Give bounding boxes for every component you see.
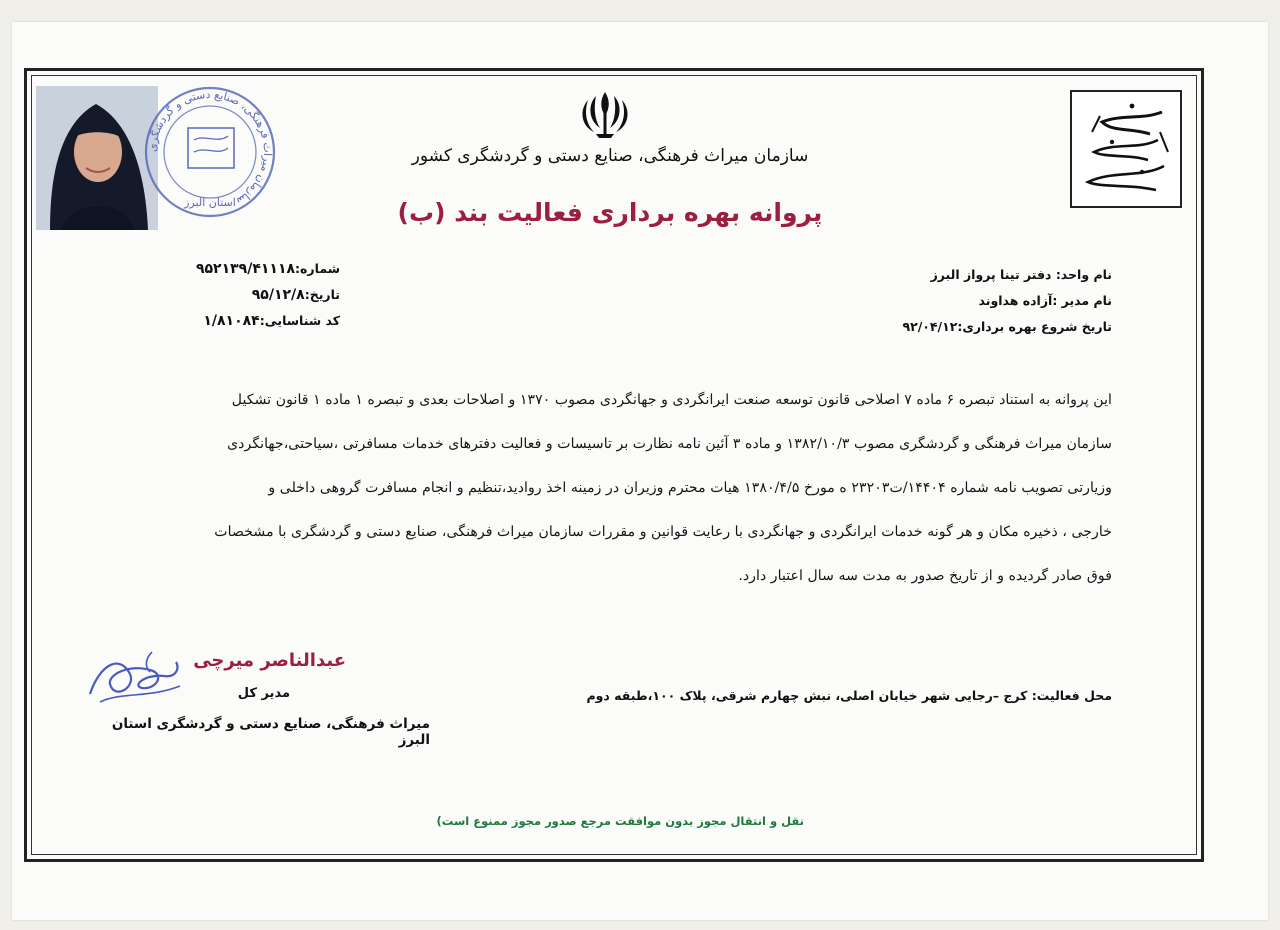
doc-id-label: کد شناسایی: xyxy=(259,313,340,328)
doc-date xyxy=(140,282,340,308)
stamp-ring-text: سازمان میراث فرهنگی، صنایع دستی و گردشگری xyxy=(145,87,275,209)
manager-name: نام مدیر :آزاده هداوند xyxy=(978,293,1112,308)
calligraphy-logo-icon xyxy=(1072,92,1180,206)
organization-logo xyxy=(1070,90,1182,208)
official-stamp xyxy=(140,82,280,222)
signer-name: عبدالناصر میرچی xyxy=(193,650,346,671)
start-date: تاریخ شروع بهره برداری:۹۲/۰۴/۱۲ xyxy=(902,319,1112,334)
signer-title: مدیر کل xyxy=(237,686,290,701)
body-line: سازمان میراث فرهنگی و گردشگری مصوب ۱۳۸۲/۱۰/۳ و ماده ۳ آئین نامه نظارت بر تاسیسات و فعالیت دفترهای خدمات مسافرتی ،سیاحتی،جهانگردی xyxy=(227,436,1112,452)
signer-organization: میراث فرهنگی، صنایع دستی و گردشگری استان البرز xyxy=(111,716,430,748)
body-line: وزیارتی تصویب نامه شماره ۱۴۴۰۴/ت۲۳۲۰۳ ه مورخ ۱۳۸۰/۴/۵ هیات محترم وزیران در زمینه اخذ روادید،تنظیم و انجام مسافرت گروهی داخلی و xyxy=(268,480,1112,496)
certificate-title: پروانه بهره برداری فعالیت بند (ب) xyxy=(397,198,823,227)
doc-number xyxy=(140,256,340,282)
unit-info xyxy=(692,262,1112,340)
doc-date-label: تاریخ: xyxy=(304,287,340,302)
transfer-restriction-note: نقل و انتقال مجوز بدون موافقت مرجع صدور مجوز ممنوع است) xyxy=(436,814,804,828)
doc-date-value: ۹۵/۱۲/۸ xyxy=(251,287,305,303)
organization-name: سازمان میراث فرهنگی، صنایع دستی و گردشگری کشور xyxy=(411,146,809,166)
doc-id xyxy=(140,308,340,334)
doc-id-value: ۱/۸۱۰۸۴ xyxy=(203,313,260,329)
unit-name: نام واحد: دفتر تینا پرواز البرز xyxy=(930,267,1112,282)
stamp-bottom-text: استان البرز xyxy=(184,196,236,209)
document-info xyxy=(140,256,340,334)
doc-number-label: شماره: xyxy=(295,261,340,276)
body-line: خارجی ، ذخیره مکان و هر گونه خدمات ایرانگردی و جهانگردی با رعایت قوانین و مقررات سازمان میراث فرهنگی، صنایع دستی و گردشگری با مشخصات xyxy=(214,524,1112,540)
certificate-body xyxy=(92,378,1112,598)
body-line: این پروانه به استناد تبصره ۶ ماده ۷ اصلاحی قانون توسعه صنعت ایرانگردی و جهانگردی مصوب ۱۳۷۰ و اصلاحات بعدی و تبصره ۱ ماده ۱ قانون تشکیل xyxy=(231,392,1112,408)
doc-number-value: ۹۵۲۱۳۹/۴۱۱۱۸ xyxy=(195,261,296,277)
body-line: فوق صادر گردیده و از تاریخ صدور به مدت سه سال اعتبار دارد. xyxy=(738,568,1112,584)
activity-location: محل فعالیت: کرج –رجایی شهر خیابان اصلی، نبش چهارم شرقی، پلاک ۱۰۰،طبقه دوم xyxy=(586,688,1112,703)
national-emblem-icon xyxy=(574,88,636,140)
